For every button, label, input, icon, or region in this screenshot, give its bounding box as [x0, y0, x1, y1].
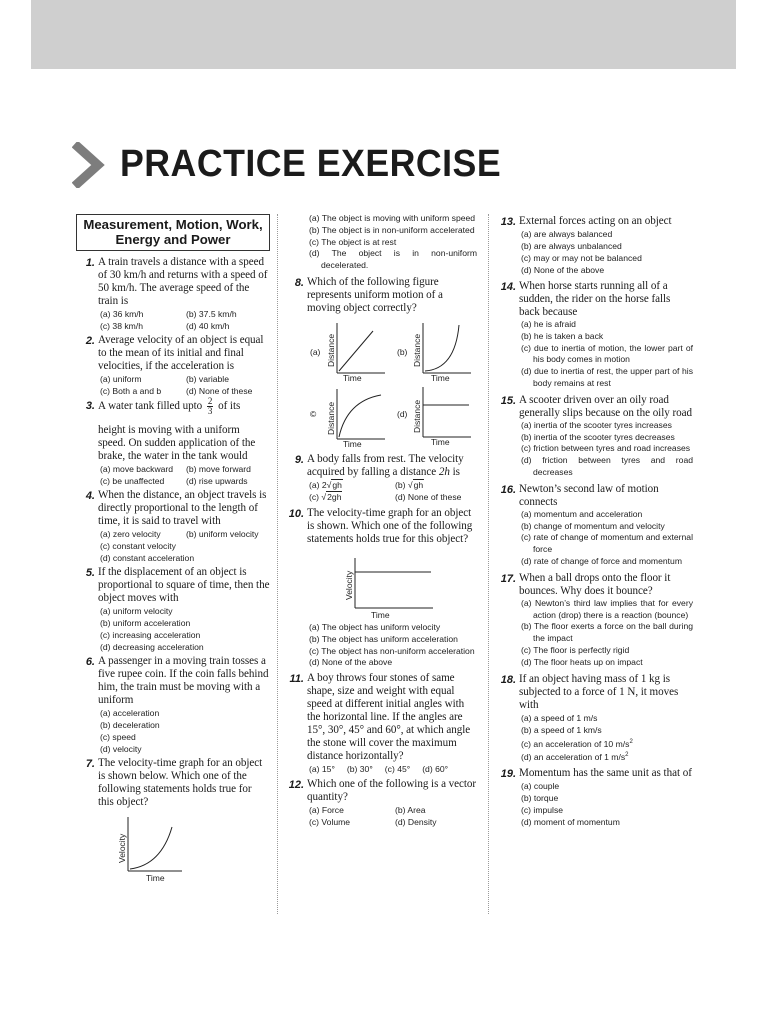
question-number: 3.	[85, 400, 95, 412]
option-c: (c) √2gh	[309, 491, 342, 502]
question-number: 16.	[500, 483, 516, 496]
option-c: (c) constant velocity	[100, 541, 176, 551]
question-number: 13.	[500, 216, 516, 228]
question-number: 10.	[288, 507, 304, 520]
question-text: Momentum has the same unit as that of	[519, 767, 692, 780]
option-a: (a) acceleration	[100, 708, 160, 718]
option-d: (d) rise upwards	[186, 476, 248, 486]
question-7	[76, 757, 270, 885]
fraction-numerator: 2	[207, 396, 213, 406]
y-axis-label: Distance	[326, 401, 336, 435]
variable: 2h	[438, 465, 450, 478]
option-c: (c) Volume	[309, 817, 351, 828]
column-divider	[277, 214, 278, 914]
option-c: (c) 38 km/h	[100, 321, 143, 331]
option-a: (a) The object is moving with uniform speed	[309, 213, 476, 223]
option-d: (d) None of the above	[309, 657, 393, 668]
option-d: (d) Density	[395, 817, 437, 828]
column-3	[497, 215, 693, 830]
option-d: (d) None of the above	[521, 265, 605, 275]
question-text: A boy throws four stones of same shape, size and weight with equal speed at different initial angles with the horizontal line. If the angles are 15°, 30°, 45° and 60°, at which angle the stone will cover the maximum distance horizontally?	[307, 672, 471, 763]
option-d: (d) velocity	[100, 744, 142, 754]
page-title: PRACTICE EXERCISE	[120, 143, 502, 185]
option-a: (a) uniform velocity	[100, 606, 173, 616]
x-axis-label: Time	[431, 436, 450, 447]
question-number: 8.	[294, 276, 304, 289]
question-8	[285, 276, 477, 447]
option-c: (c) due to inertia of motion, the lower part of his body comes in motion	[521, 342, 693, 365]
question-text: Average velocity of an object is equal to the mean of its initial and final velocities, if the acceleration is	[98, 334, 264, 372]
graph-d-label: (d)	[397, 408, 408, 419]
question-text: When a ball drops onto the floor it bounces. Why does it bounce?	[519, 571, 671, 597]
y-axis-label: Velocity	[117, 833, 127, 863]
chevron-right-icon	[72, 142, 106, 188]
option-b: (b) uniform acceleration	[100, 618, 191, 628]
question-number: 14.	[500, 281, 516, 293]
question-number: 17.	[500, 572, 516, 585]
section-box: Measurement, Motion, Work, Energy and Power	[76, 214, 270, 251]
option-c	[519, 736, 693, 750]
option-c: (c) Both a and b	[100, 386, 162, 396]
option-a: (a) 2√gh	[309, 479, 342, 490]
graph-c-label: ©	[310, 408, 317, 419]
radicand: gh	[332, 479, 342, 490]
text-span: A body falls from rest. The velocity acquired by falling a distance	[307, 452, 464, 478]
y-axis-label: Distance	[326, 333, 336, 367]
option-d	[519, 749, 693, 763]
radicand: 2gh	[327, 491, 342, 502]
option-text: (c) an acceleration of 10 m/s	[521, 738, 630, 749]
option-text: (d) an acceleration of 1 m/s	[521, 752, 626, 763]
x-axis-label: Time	[343, 372, 362, 383]
option-c: (c) The floor is perfectly rigid	[521, 644, 630, 655]
question-1	[76, 256, 270, 332]
option-a: (a) inertia of the scooter tyres increases	[521, 419, 672, 430]
option-b: (b) change of momentum and velocity	[521, 520, 665, 531]
option-a: (a) Force	[309, 805, 344, 816]
y-axis-label: Velocity	[344, 570, 354, 600]
question-number: 5.	[85, 567, 95, 579]
option-b: (b) 30°	[346, 764, 373, 775]
option-d: (d) None of these	[395, 491, 462, 502]
x-axis-label: Time	[371, 609, 390, 620]
option-prefix: (a) 2	[309, 479, 327, 490]
option-c: (c) may or may not be balanced	[521, 253, 642, 263]
option-b: (b) √gh	[395, 479, 424, 490]
text-span: is	[449, 465, 460, 478]
option-d: (d) rate of change of force and momentum	[521, 555, 682, 566]
question-5	[76, 566, 270, 653]
question-16	[497, 483, 693, 568]
velocity-time-graph	[341, 554, 441, 620]
question-text: When horse starts running all of a sudden, the rider on the horse falls back because	[519, 280, 671, 318]
option-b: (b) The object is in non-uniform accelerated	[309, 224, 475, 235]
question-12	[285, 778, 477, 828]
option-a: (a) 15°	[309, 764, 335, 775]
question-text: height is moving with a uniform speed. On sudden application of the brake, the water in the tank would	[98, 424, 256, 462]
option-b: (b) 37.5 km/h	[186, 309, 237, 319]
option-b: (b) torque	[521, 793, 559, 804]
question-text: A train travels a distance with a speed of 30 km/h and returns with a speed of 50 km/h. The average speed of the train is	[98, 256, 268, 307]
option-c: (c) impulse	[521, 805, 564, 816]
column-2	[285, 213, 477, 830]
question-17	[497, 572, 693, 669]
option-c: (c) rate of change of momentum and external force	[521, 532, 693, 555]
straight-line	[339, 331, 373, 371]
question-number: 1.	[85, 257, 95, 269]
question-text: When the distance, an object travels is directly proportional to the length of time, it is said to travel with	[98, 489, 267, 527]
option-d: (d) The floor heats up on impact	[521, 656, 643, 667]
option-b: (b) uniform velocity	[186, 529, 259, 539]
option-d: (d) The object is in non-uniform decelerated.	[309, 248, 477, 271]
option-b: (b) The floor exerts a force on the ball during the impact	[521, 621, 693, 644]
curve	[425, 325, 459, 371]
question-text: The velocity-time graph for an object is shown below. Which one of the following statements holds true for this object?	[98, 757, 263, 808]
question-text: Newton’s second law of motion connects	[519, 482, 659, 508]
x-axis-label: Time	[343, 438, 362, 447]
fraction-denominator: 3	[207, 406, 213, 416]
question-14	[497, 280, 693, 390]
option-d: (d) due to inertia of rest, the upper part of his body remains at rest	[521, 366, 693, 388]
column-divider	[488, 214, 489, 914]
question-text: A scooter driven over an oily road generally slips because on the oily road	[519, 393, 692, 419]
option-b: (b) Area	[395, 805, 426, 816]
graph-a-label: (a)	[310, 346, 321, 357]
question-text: Which one of the following is a vector quantity?	[307, 778, 477, 804]
question-text: If an object having mass of 1 kg is subjected to a force of 1 N, it moves with	[519, 672, 679, 711]
option-d: (d) constant acceleration	[100, 553, 195, 563]
option-a: (a) 36 km/h	[100, 309, 144, 319]
option-a: (a) move backward	[100, 464, 174, 474]
option-d: (d) friction between tyres and road decreases	[521, 455, 693, 477]
option-b: (b) are always unbalanced	[521, 241, 622, 251]
option-b: (b) deceleration	[100, 720, 160, 730]
question-text	[307, 453, 477, 479]
fraction	[207, 397, 213, 416]
question-text: External forces acting on an object	[519, 215, 672, 227]
question-text: Which of the following figure represents uniform motion of a moving object correctly?	[307, 275, 443, 314]
question-6	[76, 655, 270, 755]
x-axis-label: Time	[431, 372, 450, 383]
column-1	[76, 214, 270, 887]
superscript: 2	[625, 752, 629, 759]
question-9	[285, 453, 477, 503]
distance-time-graphs	[307, 319, 477, 447]
question-number: 7.	[85, 758, 95, 770]
option-b: (b) The object has uniform acceleration	[309, 633, 458, 644]
y-axis-label: Distance	[412, 333, 422, 367]
option-b: (b) inertia of the scooter tyres decreases	[521, 431, 675, 442]
option-d: (d) 40 km/h	[186, 321, 230, 331]
y-axis-label: Distance	[412, 399, 422, 433]
curve	[130, 827, 172, 869]
question-text: If the displacement of an object is proportional to square of time, then the object moves with	[98, 566, 270, 604]
question-15	[497, 394, 693, 479]
question-number: 11.	[289, 673, 304, 686]
velocity-time-graph	[116, 813, 196, 883]
option-b: (b) a speed of 1 km/s	[521, 724, 602, 735]
question-number: 18.	[500, 673, 516, 686]
question-text	[98, 397, 270, 416]
option-b: (b) he is taken a back	[521, 330, 604, 341]
question-text: The velocity-time graph for an object is shown. Which one of the following statements holds true for this object?	[307, 506, 473, 545]
option-prefix: (c)	[309, 491, 322, 502]
option-a: (a) couple	[521, 781, 560, 792]
question-19	[497, 767, 693, 828]
question-number: 19.	[500, 768, 516, 781]
option-c: (c) The object has non-uniform acceleration	[309, 645, 475, 656]
option-b: (b) move forward	[186, 464, 251, 474]
option-b: (b) variable	[186, 374, 229, 384]
option-a: (a) uniform	[100, 374, 142, 384]
question-number: 2.	[85, 335, 95, 347]
option-d: (d) 60°	[422, 764, 449, 775]
option-d: (d) decreasing acceleration	[100, 642, 204, 652]
option-a: (a) momentum and acceleration	[521, 508, 643, 519]
question-number: 6.	[85, 656, 95, 668]
question-18	[497, 673, 693, 764]
text-span: of its	[215, 400, 241, 413]
question-number: 12.	[288, 779, 304, 792]
question-number: 15.	[500, 394, 516, 407]
option-c: (c) friction between tyres and road increases	[521, 443, 691, 454]
question-4	[76, 489, 270, 564]
question-2	[76, 334, 270, 397]
text-span: A water tank filled upto	[98, 400, 205, 413]
graph-b-label: (b)	[397, 346, 408, 357]
option-c: (c) be unaffected	[100, 476, 165, 486]
option-d: (d) None of these	[186, 386, 253, 396]
option-c: (c) speed	[100, 732, 136, 742]
question-number: 9.	[294, 453, 304, 466]
curve	[339, 395, 381, 437]
option-a: (a) Newton’s third law implies that for every action (drop) there is a reaction (bounce)	[521, 597, 693, 620]
top-banner	[31, 0, 736, 69]
option-a: (a) a speed of 1 m/s	[521, 712, 598, 723]
option-a: (a) zero velocity	[100, 529, 161, 539]
option-prefix: (b)	[395, 479, 408, 490]
option-c: (c) increasing acceleration	[100, 630, 201, 640]
x-axis-label: Time	[146, 873, 165, 883]
radicand: gh	[413, 479, 424, 490]
question-10	[285, 507, 477, 669]
question-number: 4.	[85, 490, 95, 502]
question-7-options	[285, 213, 477, 272]
option-c: (c) 45°	[384, 764, 411, 775]
option-a: (a) The object has uniform velocity	[309, 621, 441, 632]
question-text: A passenger in a moving train tosses a five rupee coin. If the coin falls behind him, the train must be moving with a uniform	[98, 655, 269, 706]
question-11	[285, 672, 477, 775]
option-a: (a) are always balanced	[521, 229, 613, 239]
option-d: (d) moment of momentum	[521, 817, 620, 828]
option-c: (c) The object is at rest	[309, 236, 397, 247]
question-13	[497, 215, 693, 276]
superscript: 2	[629, 738, 633, 745]
question-3	[76, 396, 270, 487]
option-a: (a) he is afraid	[521, 319, 576, 329]
